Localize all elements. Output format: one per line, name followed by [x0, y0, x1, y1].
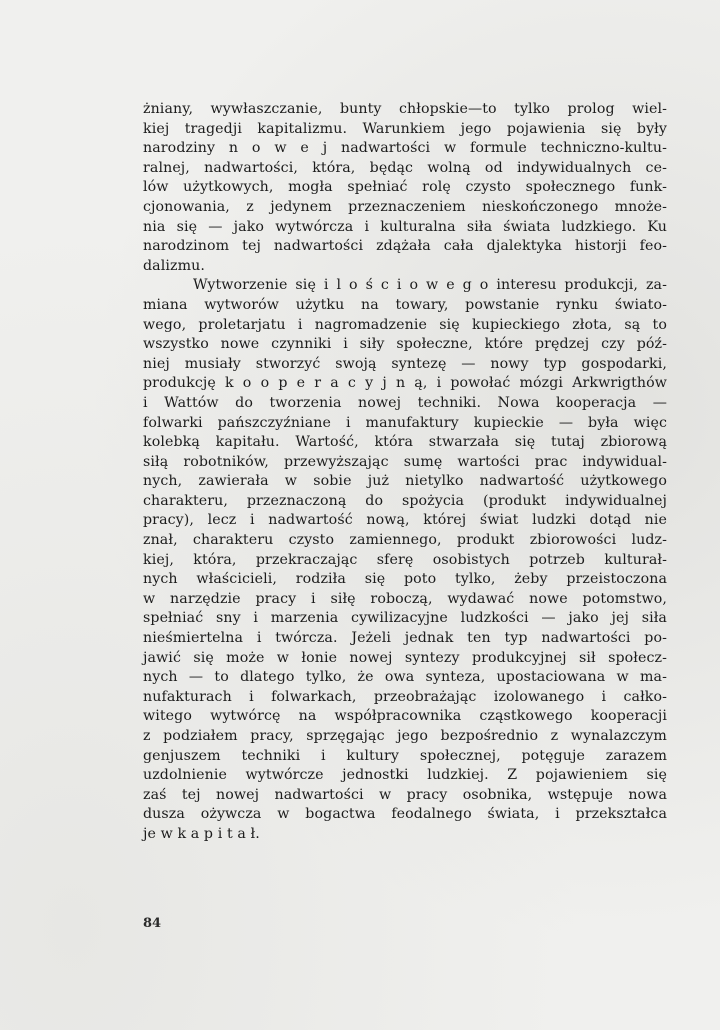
text-line: wszystko nowe czynniki i siły społeczne, które prędzej czy póź-	[143, 336, 667, 353]
text-line: narodzinom tej nadwartości zdążała cała djalektyka historji feo-	[143, 238, 667, 255]
text-line: miana wytworów użytku na towary, powstanie rynku świato-	[143, 296, 667, 313]
text-line: narodziny n o w e j nadwartości w formule techniczno-kultu-	[143, 140, 667, 157]
text-line: cjonowania, z jedynem przeznaczeniem nieskończonego mnoże-	[143, 198, 667, 215]
text-line: nia się — jako wytwórcza i kulturalna siła świata ludzkiego. Ku	[143, 218, 667, 235]
text-line: i Wattów do tworzenia nowej techniki. Nowa kooperacja —	[143, 394, 667, 411]
text-line: uzdolnienie wytwórcze jednostki ludzkiej. Z pojawieniem się	[143, 767, 667, 784]
text-line: pracy), lecz i nadwartość nową, której świat ludzki dotąd nie	[143, 512, 667, 529]
text-line: je w k a p i t a ł.	[143, 825, 260, 842]
text-line: folwarki pańszczyźniane i manufaktury kupieckie — była więc	[143, 414, 667, 431]
text-line: spełniać sny i marzenia cywilizacyjne ludzkości — jako jej siła	[143, 610, 667, 627]
text-line: dalizmu.	[143, 257, 205, 274]
text-line: kolebką kapitału. Wartość, która stwarzała się tutaj zbiorową	[143, 434, 667, 451]
text-line: niej musiały stworzyć swoją syntezę — nowy typ gospodarki,	[143, 355, 667, 372]
text-line: nych właścicieli, rodziła się poto tylko, żeby przeistoczona	[143, 571, 667, 588]
text-line: kiej, która, przekraczając sferę osobistych potrzeb kulturał-	[143, 551, 667, 568]
page-number: 84	[143, 916, 162, 931]
text-line: żniany, wywłaszczanie, bunty chłopskie—to tylko prolog wiel-	[143, 101, 667, 117]
text-line: nieśmiertelna i twórcza. Jeżeli jednak ten typ nadwartości po-	[143, 630, 667, 647]
text-line: w narzędzie pracy i siłę roboczą, wydawać nowe potomstwo,	[143, 590, 667, 607]
text-line: genjuszem techniki i kultury społecznej, potęguje zarazem	[143, 747, 667, 764]
text-line: produkcję k o o p e r a c y j n ą, i powołać mózgi Arkwrigthów	[143, 375, 667, 392]
text-line: nych, zawierała w sobie już nietylko nadwartość użytkowego	[143, 473, 667, 490]
text-line: siłą robotników, przewyższając sumę wartości prac indywidual-	[143, 453, 667, 470]
text-line: z podziałem pracy, sprzęgając jego bezpośrednio z wynalazczym	[143, 728, 667, 744]
text-line: witego wytwórcę na współpracownika cząstkowego kooperacji	[143, 708, 667, 725]
text-line: jawić się może w łonie nowej syntezy produkcyjnej sił społecz-	[143, 649, 667, 666]
text-line: wego, proletarjatu i nagromadzenie się kupieckiego złota, są to	[143, 316, 667, 333]
text-line: kiej tragedji kapitalizmu. Warunkiem jego pojawienia się były	[143, 120, 667, 137]
text-line: charakteru, przeznaczoną do spożycia (produkt indywidualnej	[143, 492, 667, 509]
text-line: znał, charakteru czysto zamiennego, produkt zbiorowości ludz-	[143, 532, 667, 549]
text-line: dusza ożywcza w bogactwa feodalnego świata, i przekształca	[143, 806, 667, 823]
text-line: nufakturach i folwarkach, przeobrażając izolowanego i całko-	[143, 688, 667, 705]
text-line: ralnej, nadwartości, która, będąc wolną od indywidualnych ce-	[143, 159, 667, 176]
text-line: Wytworzenie się i l o ś c i o w e g o interesu produkcji, za-	[193, 277, 667, 294]
text-line: lów użytkowych, mogła spełniać rolę czysto społecznego funk-	[143, 179, 667, 196]
text-line: nych — to dlatego tylko, że owa synteza, upostaciowana w ma-	[143, 669, 667, 686]
text-line: zaś tej nowej nadwartości w pracy osobnika, wstępuje nowa	[143, 786, 667, 803]
body-text	[143, 100, 667, 845]
